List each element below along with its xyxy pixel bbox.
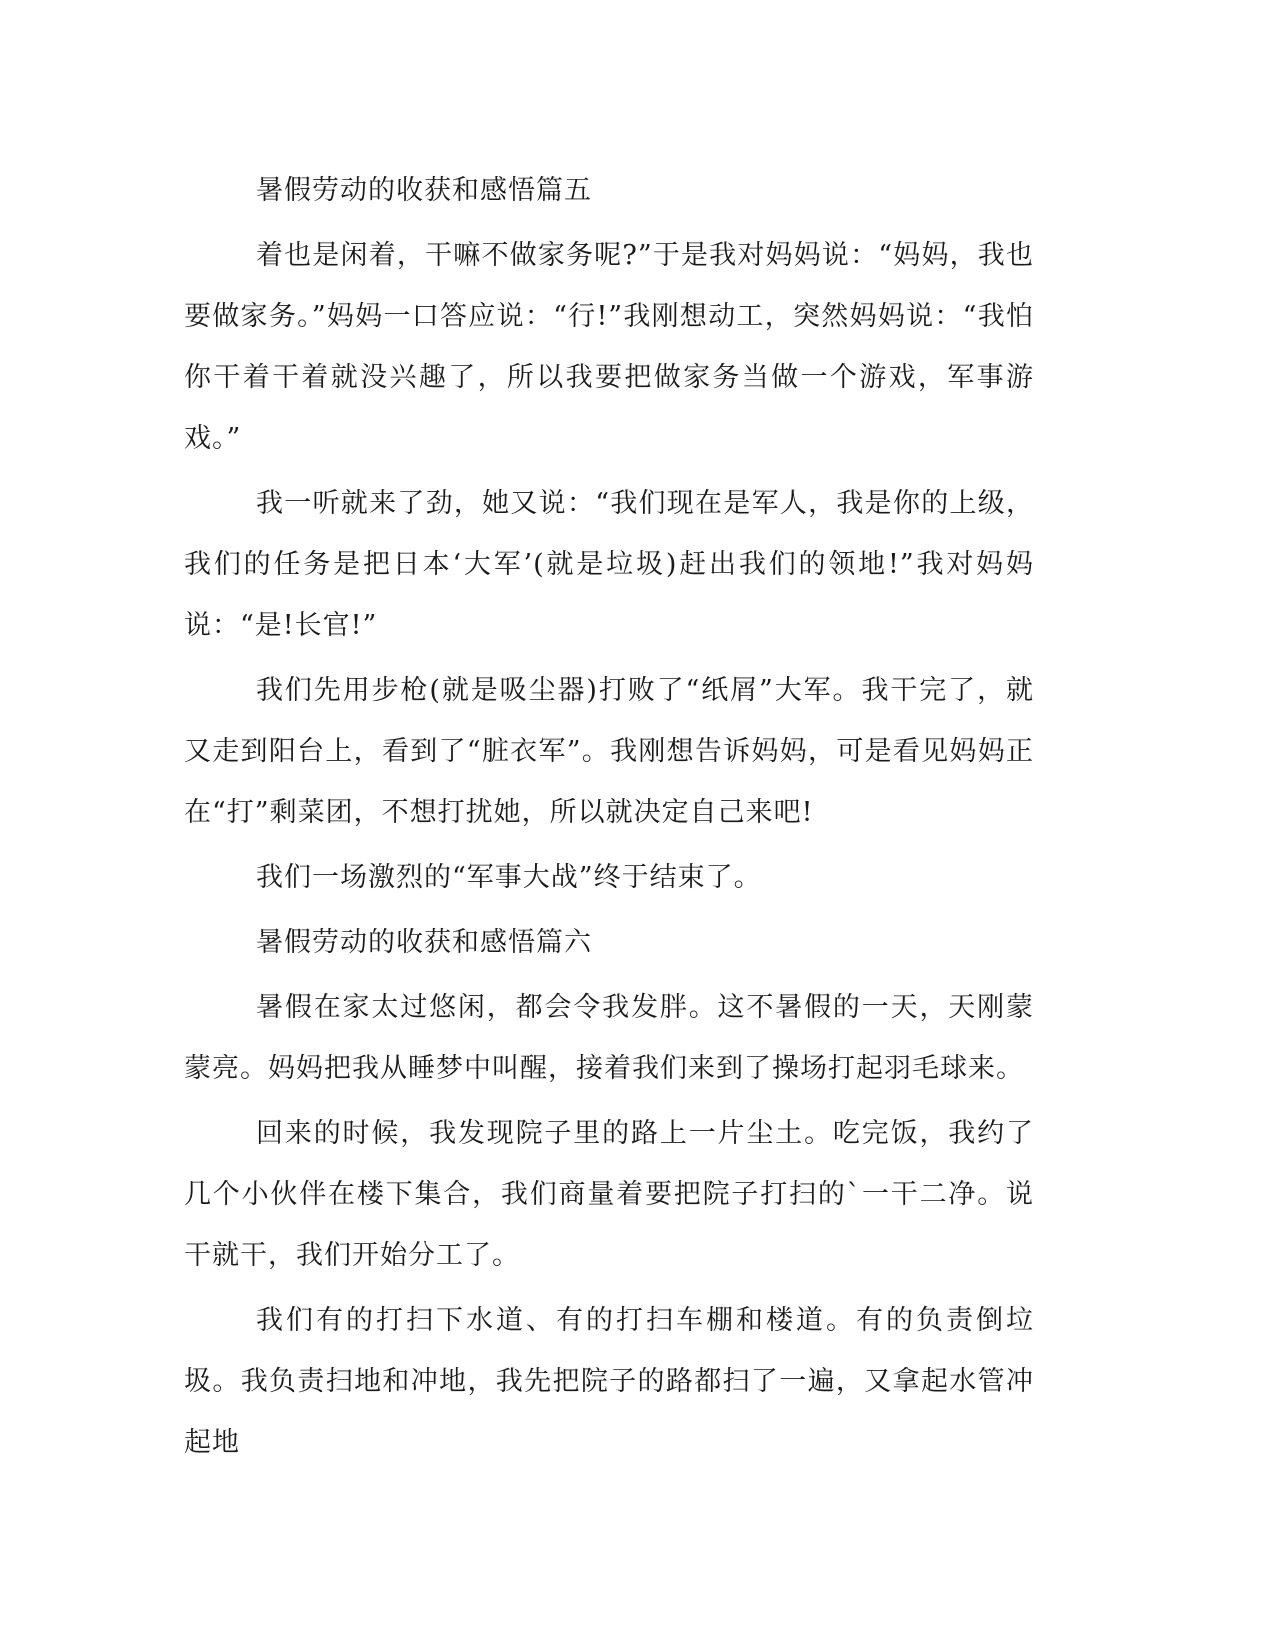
document-body xyxy=(184,160,1034,1473)
paragraph: 我们有的打扫下水道、有的打扫车棚和楼道。有的负责倒垃圾。我负责扫地和冲地，我先把院子的路都扫了一遍，又拿起水管冲起地 xyxy=(184,1305,1034,1458)
section-heading-6: 暑假劳动的收获和感悟篇六 xyxy=(256,927,592,958)
paragraph: 着也是闲着，干嘛不做家务呢?”于是我对妈妈说：“妈妈，我也要做家务。”妈妈一口答应说：“行!”我刚想动工，突然妈妈说：“我怕你干着干着就没兴趣了，所以我要把做家务当做一个游戏，军事游戏。” xyxy=(184,240,1034,454)
paragraph: 暑假在家太过悠闲，都会令我发胖。这不暑假的一天，天刚蒙蒙亮。妈妈把我从睡梦中叫醒，接着我们来到了操场打起羽毛球来。 xyxy=(184,992,1034,1084)
paragraph: 我们先用步枪(就是吸尘器)打败了“纸屑”大军。我干完了，就又走到阳台上，看到了“脏衣军”。我刚想告诉妈妈，可是看见妈妈正在“打”剩菜团，不想打扰她，所以就决定自己来吧! xyxy=(184,675,1034,828)
paragraph: 我们一场激烈的“军事大战”终于结束了。 xyxy=(256,862,762,893)
paragraph: 我一听就来了劲，她又说：“我们现在是军人，我是你的上级，我们的任务是把日本‘大军’(就是垃圾)赶出我们的领地!”我对妈妈说：“是!长官!” xyxy=(184,488,1034,641)
section-heading-5: 暑假劳动的收获和感悟篇五 xyxy=(256,175,592,206)
paragraph: 回来的时候，我发现院子里的路上一片尘土。吃完饭，我约了几个小伙伴在楼下集合，我们商量着要把院子打扫的`一干二净。说干就干，我们开始分工了。 xyxy=(184,1118,1034,1271)
